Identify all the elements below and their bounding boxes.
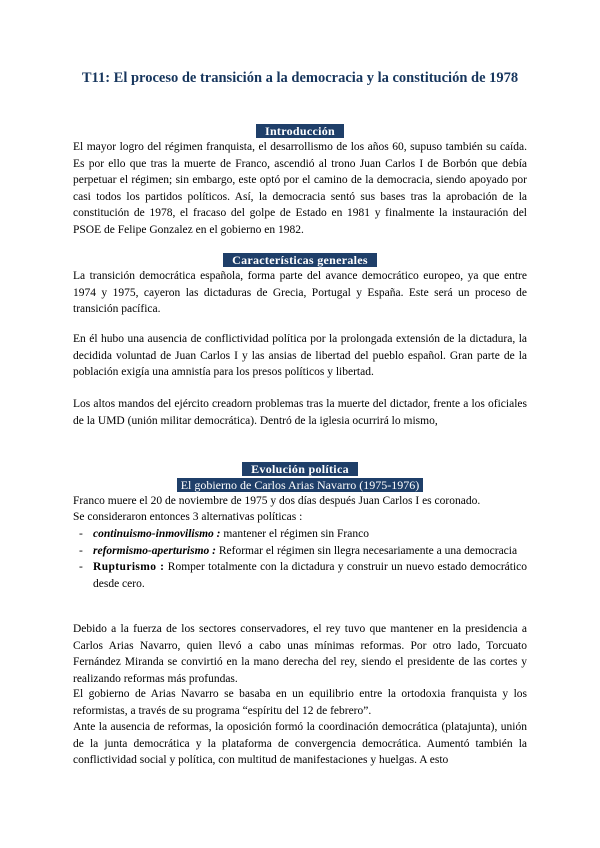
alternative-text: Reformar el régimen sin llegra necesariamente a una democracia [216, 544, 518, 557]
intro-heading-label: Introducción [256, 124, 344, 138]
evolucion-line-1: Franco muere el 20 de noviembre de 1975 y dos días después Juan Carlos I es coronado. [73, 495, 481, 507]
list-item: - continuismo-inmovilismo : mantener el régimen sin Franco [79, 528, 369, 540]
evolucion-paragraph-2: El gobierno de Arias Navarro se basaba en un equilibrio entre la ortodoxia franquista y los reformistas, a través de su programa “espíritu del 12 de febrero”. [73, 688, 527, 717]
alternative-text: mantener el régimen sin Franco [220, 528, 369, 540]
evolucion-paragraph-3: Ante la ausencia de reformas, la oposición formó la coordinación democrática (platajunta), unión de la junta democrática y la plataforma de convergencia democrática. Aumentó también la conflictividad social y política, con multitud de manifestaciones y huelgas. A esto [73, 721, 527, 766]
alternative-term: reformismo-aperturismo : [93, 544, 216, 557]
alternative-term: Rupturismo : [93, 561, 165, 573]
alternatives-list [73, 526, 527, 592]
evolucion-subheading [0, 478, 600, 493]
evolucion-paragraph-1: Debido a la fuerza de los sectores conservadores, el rey tuvo que mantener en la presidencia a Carlos Arias Navarro, quien llevó a cabo unas mínimas reformas. Por otro lado, Torcuato Fernández Miranda se convirtió en la mano derecha del rey, siendo el presidente de las cortes y realizando reformas más profundas. [73, 623, 527, 685]
intro-heading [0, 124, 600, 139]
evolucion-line-2: Se consideraron entonces 3 alternativas políticas : [73, 511, 303, 523]
caracteristicas-heading [0, 253, 600, 268]
intro-paragraph: El mayor logro del régimen franquista, el desarrollismo de los años 60, supuso también su caída. Es por ello que tras la muerte de Franco, ascendió al trono Juan Carlos I de Borbón que debía perpetuar el régimen; sin embargo, este optó por el camino de la democracia, siendo apoyado por casi todos los partidos políticos. Así, la democracia sentó sus bases tras la aprobación de la constitución de 1978, el fracaso del golpe de Estado en 1981 y finalmente la instauración del PSOE de Felipe Gonzalez en el gobierno en 1982. [73, 141, 527, 236]
caracteristicas-heading-label: Características generales [223, 253, 377, 267]
evolucion-heading-label: Evolución política [242, 462, 358, 476]
caracteristicas-paragraph-3: Los altos mandos del ejército creadorn problemas tras la muerte del dictador, frente a los oficiales de la UMD (unión militar democrática). Dentró de la iglesia ocurrirá lo mismo, [73, 398, 527, 427]
page-title: T11: El proceso de transición a la democracia y la constitución de 1978 [81, 70, 519, 86]
alternative-text: Romper totalmente con la dictadura y construir un nuevo estado democrático desde cero. [93, 561, 528, 590]
list-item: - Rupturismo : Romper totalmente con la dictadura y construir un nuevo estado democrático desde cero. [79, 561, 528, 590]
list-item: - reformismo-aperturismo : Reformar el régimen sin llegra necesariamente a una democracia [79, 544, 518, 557]
caracteristicas-paragraph-1: La transición democrática española, forma parte del avance democrático europeo, ya que entre 1974 y 1975, cayeron las dictaduras de Grecia, Portugal y España. Este será un proceso de transición pacífica. [73, 270, 527, 315]
caracteristicas-paragraph-2: En él hubo una ausencia de conflictividad política por la prolongada extensión de la dictadura, la decidida voluntad de Juan Carlos I y las ansias de libertad del pueblo español. Gran parte de la población exigía una amnistía para los presos políticos y libertad. [73, 333, 527, 378]
alternative-term: continuismo-inmovilismo : [93, 528, 221, 540]
evolucion-heading [0, 462, 600, 477]
evolucion-subheading-label: El gobierno de Carlos Arias Navarro (1975-1976) [177, 478, 424, 492]
